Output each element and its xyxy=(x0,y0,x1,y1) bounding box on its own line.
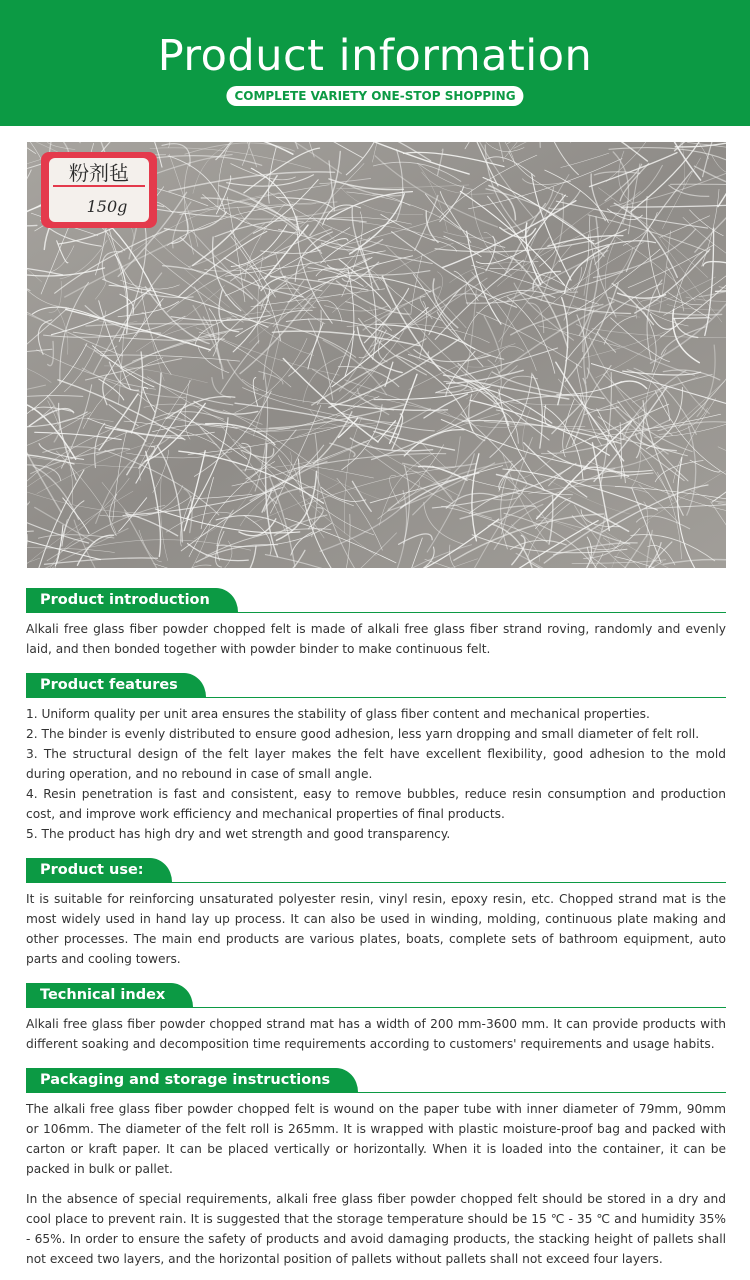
section-header-introduction xyxy=(26,588,726,613)
feature-item: 4. Resin penetration is fast and consistent, easy to remove bubbles, reduce resin consumption and production cost, and improve work efficiency and mechanical properties of final products. xyxy=(26,787,726,821)
section-tab-introduction: Product introduction xyxy=(26,588,238,612)
section-header-packaging xyxy=(26,1068,726,1093)
slogan-badge: COMPLETE VARIETY ONE-STOP SHOPPING xyxy=(226,86,523,106)
sample-label-weight: 150g xyxy=(86,197,128,216)
page-header xyxy=(0,0,750,126)
introduction-text: Alkali free glass fiber powder chopped felt is made of alkali free glass fiber strand roving, randomly and evenly laid, and then bonded together with powder binder to make continuous felt. xyxy=(26,622,726,656)
feature-item: 1. Uniform quality per unit area ensures the stability of glass fiber content and mechanical properties. xyxy=(26,707,650,721)
page-title: Product information xyxy=(157,31,593,81)
feature-item: 2. The binder is evenly distributed to ensure good adhesion, less yarn dropping and small diameter of felt roll. xyxy=(26,727,700,741)
packaging-text: The alkali free glass fiber powder chopped felt is wound on the paper tube with inner diameter of 79mm, 90mm or 106mm. The diameter of the felt roll is 265mm. It is wrapped with plastic moisture-proof bag and packed with carton or kraft paper. It can be placed vertically or horizontally. When it is loaded into the container, it can be packed in bulk or pallet. xyxy=(26,1102,726,1176)
content-sections xyxy=(26,588,726,1269)
sample-label-name: 粉剂毡 xyxy=(69,161,129,185)
feature-item: 3. The structural design of the felt layer makes the felt have excellent flexibility, good adhesion to the mold during operation, and no rebound in case of small angle. xyxy=(26,747,726,781)
use-text: It is suitable for reinforcing unsaturated polyester resin, vinyl resin, epoxy resin, etc. Chopped strand mat is the most widely used in hand lay up process. It can also be used in winding, molding, continuous plate making and other processes. The main end products are various plates, boats, complete sets of bathroom equipment, auto parts and cooling towers. xyxy=(26,892,726,966)
sample-label xyxy=(41,152,157,228)
section-tab-packaging: Packaging and storage instructions xyxy=(26,1068,358,1092)
section-tab-technical: Technical index xyxy=(26,983,193,1007)
section-tab-features: Product features xyxy=(26,673,206,697)
fiber-strand xyxy=(674,318,709,319)
section-header-technical xyxy=(26,983,726,1008)
section-header-use xyxy=(26,858,726,883)
feature-item: 5. The product has high dry and wet strength and good transparency. xyxy=(26,827,451,841)
section-header-features xyxy=(26,673,726,698)
product-photo xyxy=(27,142,726,568)
storage-text: In the absence of special requirements, alkali free glass fiber powder chopped felt should be stored in a dry and cool place to prevent rain. It is suggested that the storage temperature should be 15 ℃ - 35 ℃ and humidity 35% - 65%. In order to ensure the safety of products and avoid damaging products, the stacking height of pallets shall not exceed two layers, and the horizontal position of pallets without pallets shall not exceed four layers. xyxy=(26,1192,726,1266)
section-tab-use: Product use: xyxy=(26,858,172,882)
technical-text: Alkali free glass fiber powder chopped strand mat has a width of 200 mm-3600 mm. It can provide products with different soaking and decomposition time requirements according to customers' requirements and usage habits. xyxy=(26,1017,726,1051)
